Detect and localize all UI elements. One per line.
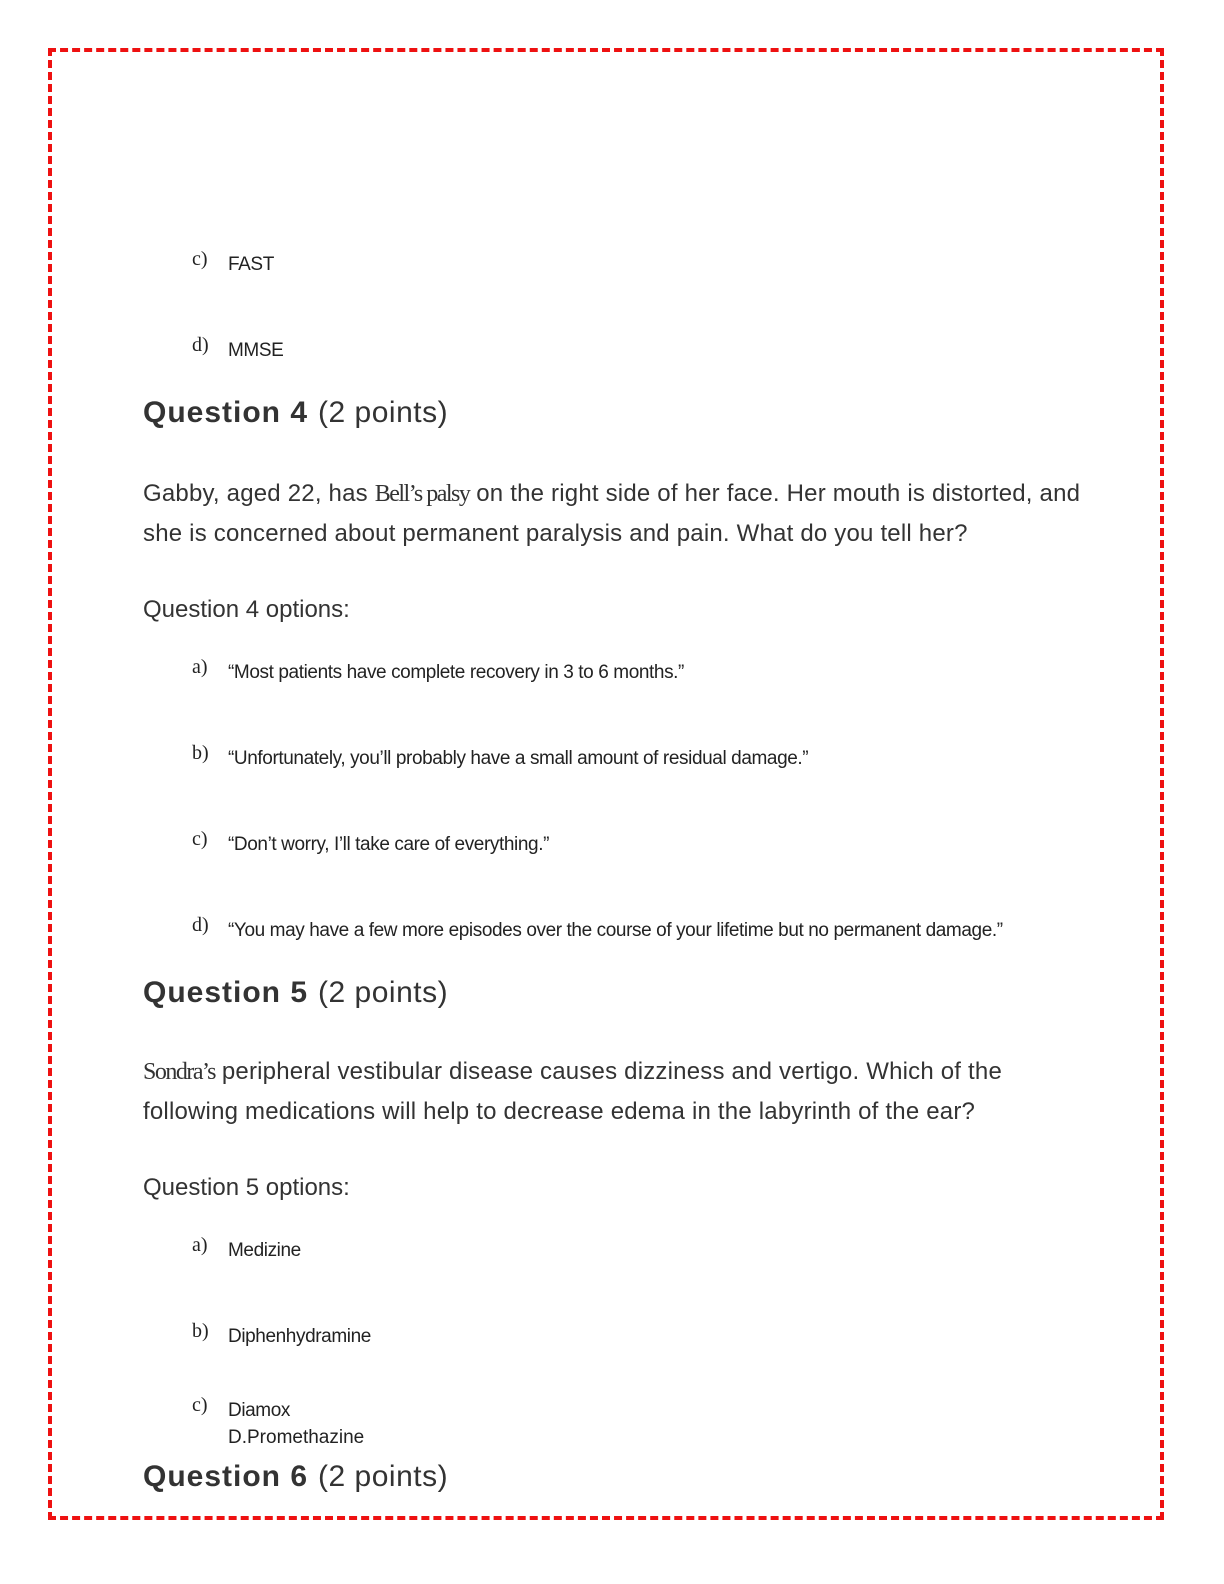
- question-points: (2 points): [318, 1460, 449, 1493]
- option-letter: b): [192, 742, 209, 764]
- stem-text-pre: Gabby, aged 22, has: [143, 480, 375, 507]
- q4-option-c[interactable]: [192, 828, 549, 857]
- option-letter: c): [192, 828, 208, 850]
- option-letter: d): [192, 914, 209, 936]
- q5-option-c[interactable]: [192, 1394, 291, 1423]
- stem-text-post: peripheral vestibular disease causes dizziness and vertigo. Which of the following medications will help to decrease edema in the labyrinth of the ear?: [143, 1058, 1003, 1125]
- option-text: Diphenhydramine: [228, 1326, 371, 1347]
- question-4-options-label: Question 4 options:: [143, 596, 350, 623]
- option-letter: c): [192, 248, 208, 270]
- question-number: Question 5: [143, 976, 309, 1009]
- q4-option-a[interactable]: [192, 656, 684, 685]
- prev-option-c[interactable]: [192, 248, 274, 277]
- q5-option-a[interactable]: [192, 1234, 301, 1263]
- option-letter: d): [192, 334, 209, 356]
- option-text: Medizine: [228, 1240, 301, 1261]
- option-text: “You may have a few more episodes over the course of your lifetime but no permanent damage.”: [228, 920, 1003, 941]
- option-text: “Most patients have complete recovery in 3 to 6 months.”: [228, 662, 684, 683]
- question-5-heading: [143, 976, 448, 1010]
- option-text: Diamox: [228, 1400, 291, 1421]
- question-points: (2 points): [318, 396, 449, 429]
- q4-option-d[interactable]: [192, 914, 1003, 943]
- question-number: Question 6: [143, 1460, 309, 1493]
- option-text: “Unfortunately, you’ll probably have a small amount of residual damage.”: [228, 748, 809, 769]
- q4-option-b[interactable]: [192, 742, 809, 771]
- question-5-stem: [143, 1052, 1083, 1131]
- question-4-stem: [143, 474, 1083, 553]
- question-number: Question 4: [143, 396, 309, 429]
- stem-term: Sondra’s: [143, 1059, 215, 1085]
- option-text: FAST: [228, 254, 274, 275]
- question-6-heading: [143, 1460, 448, 1494]
- question-5-options-label: Question 5 options:: [143, 1174, 350, 1201]
- option-text: “Don’t worry, I’ll take care of everything.”: [228, 834, 549, 855]
- q5-extra-option-line[interactable]: D.Promethazine: [228, 1427, 365, 1448]
- question-4-heading: [143, 396, 448, 430]
- question-points: (2 points): [318, 976, 449, 1009]
- option-text: MMSE: [228, 340, 284, 361]
- q5-option-b[interactable]: [192, 1320, 371, 1349]
- option-letter: a): [192, 656, 208, 678]
- option-letter: c): [192, 1394, 208, 1416]
- stem-text-post: on the right side of her face. Her mouth is distorted, and she is concerned about permanent paralysis and pain. What do you tell her?: [143, 480, 1081, 547]
- option-letter: a): [192, 1234, 208, 1256]
- option-letter: b): [192, 1320, 209, 1342]
- stem-term: Bell’s palsy: [374, 481, 470, 507]
- prev-option-d[interactable]: [192, 334, 284, 363]
